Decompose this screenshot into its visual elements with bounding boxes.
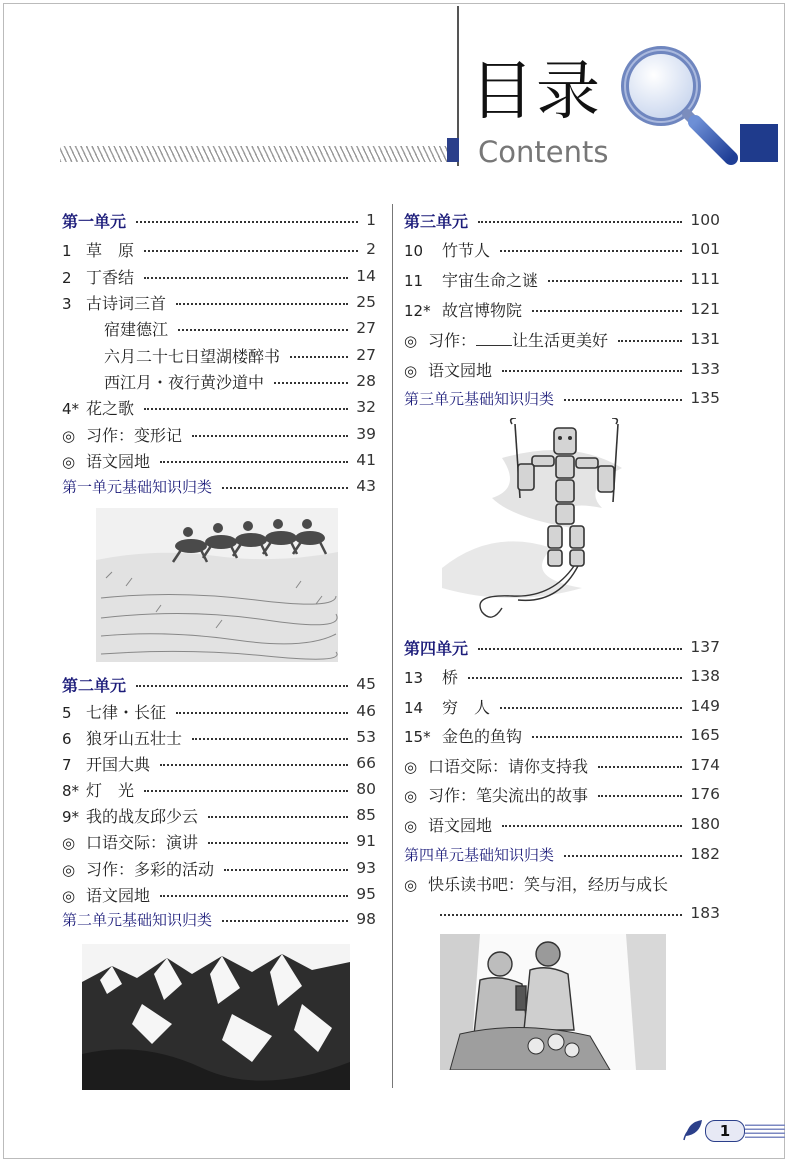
bamboo-man-illustration xyxy=(432,418,648,626)
entry-number: 6 xyxy=(62,729,72,748)
toc-page: 1 xyxy=(366,211,376,229)
toc-page: 182 xyxy=(690,845,720,863)
toc-label: 口语交际：请你支持我 xyxy=(428,756,589,776)
snow-mountains-illustration xyxy=(82,944,350,1090)
toc-page: 39 xyxy=(356,425,376,443)
entry-number: 10 xyxy=(404,241,424,260)
toc-label: 金色的鱼钩 xyxy=(442,726,523,746)
toc-page: 183 xyxy=(690,904,720,922)
toc-label: 宿建德江 xyxy=(104,319,169,339)
toc-label: 习作：多彩的活动 xyxy=(86,859,215,879)
toc-entry-writing-2[interactable] xyxy=(62,854,376,882)
toc-entry-9[interactable] xyxy=(62,801,376,829)
toc-page: 138 xyxy=(690,667,720,685)
toc-page: 85 xyxy=(356,806,376,824)
toc-unit-3[interactable] xyxy=(404,206,720,234)
entry-number: 9* xyxy=(62,807,80,826)
toc-summary-1[interactable] xyxy=(62,472,376,500)
leaf-icon xyxy=(682,1116,706,1142)
toc-label: 花之歌 xyxy=(86,398,135,418)
entry-number: ◎ xyxy=(62,452,76,471)
toc-entry-reading-page[interactable] xyxy=(440,899,720,927)
entry-number: 14 xyxy=(404,698,424,717)
entry-number: 5 xyxy=(62,703,72,722)
toc-entry-15[interactable] xyxy=(404,721,720,749)
toc-page: 95 xyxy=(356,885,376,903)
toc-page: 176 xyxy=(690,785,720,803)
entry-number: ◎ xyxy=(62,833,76,852)
toc-page: 66 xyxy=(356,754,376,772)
entry-number: ◎ xyxy=(404,757,418,776)
entry-number: 2 xyxy=(62,268,72,287)
header-blue-block-small xyxy=(447,138,459,162)
entry-number: ◎ xyxy=(404,816,418,835)
toc-page: 2 xyxy=(366,240,376,258)
toc-label: 七律・长征 xyxy=(86,702,167,722)
toc-page: 28 xyxy=(356,372,376,390)
toc-page: 41 xyxy=(356,451,376,469)
toc-page: 27 xyxy=(356,346,376,364)
toc-poem-1[interactable] xyxy=(62,314,376,342)
toc-page: 121 xyxy=(690,300,720,318)
toc-label: 竹节人 xyxy=(442,240,491,260)
toc-page: 91 xyxy=(356,832,376,850)
entry-number: ◎ xyxy=(404,361,418,380)
toc-label: 第二单元 xyxy=(62,675,127,695)
entry-number: ◎ xyxy=(404,331,418,350)
toc-label: 穷 人 xyxy=(442,697,491,717)
toc-label: 第四单元 xyxy=(404,638,469,658)
entry-number: 1 xyxy=(62,241,72,260)
toc-label: 桥 xyxy=(442,667,459,687)
toc-poem-3[interactable] xyxy=(62,367,376,395)
toc-entry-garden-2[interactable] xyxy=(62,880,376,908)
toc-entry-10[interactable] xyxy=(404,235,720,263)
toc-page: 46 xyxy=(356,702,376,720)
toc-page: 137 xyxy=(690,638,720,656)
page-subtitle: Contents xyxy=(478,135,609,169)
toc-unit-2[interactable] xyxy=(62,670,376,698)
entry-number: 4* xyxy=(62,399,80,418)
toc-entry-writing-4[interactable] xyxy=(404,780,720,808)
toc-entry-oral-1[interactable] xyxy=(62,827,376,855)
entry-number: 3 xyxy=(62,294,72,313)
toc-label: 习作：笔尖流出的故事 xyxy=(428,785,589,805)
toc-label: 语文园地 xyxy=(428,360,493,380)
toc-entry-11[interactable] xyxy=(404,265,720,293)
toc-page: 32 xyxy=(356,398,376,416)
toc-page: 14 xyxy=(356,267,376,285)
entry-number: 15* xyxy=(404,727,431,746)
toc-label: 第三单元基础知识归类 xyxy=(404,389,555,408)
toc-label: 语文园地 xyxy=(86,885,151,905)
toc-page: 133 xyxy=(690,360,720,378)
toc-entry-12[interactable] xyxy=(404,295,720,323)
toc-label: 第一单元基础知识归类 xyxy=(62,477,213,496)
toc-entry-14[interactable] xyxy=(404,692,720,720)
fill-in-blank[interactable] xyxy=(476,331,512,346)
toc-label: 古诗词三首 xyxy=(86,293,167,313)
toc-entry-writing-1[interactable] xyxy=(62,420,376,448)
toc-page: 80 xyxy=(356,780,376,798)
toc-page: 135 xyxy=(690,389,720,407)
toc-entry-3[interactable] xyxy=(62,288,376,316)
toc-page: 100 xyxy=(690,211,720,229)
toc-unit-4[interactable] xyxy=(404,633,720,661)
entry-number: ◎ xyxy=(62,886,76,905)
toc-page: 45 xyxy=(356,675,376,693)
toc-label: 第三单元 xyxy=(404,211,469,231)
toc-label: 狼牙山五壮士 xyxy=(86,728,183,748)
toc-entry-oral-2[interactable] xyxy=(404,751,720,779)
header-hatch-bar xyxy=(60,146,450,162)
toc-entry-4[interactable] xyxy=(62,393,376,421)
column-divider xyxy=(392,204,393,1088)
toc-label: 快乐读书吧：笑与泪，经历与成长 xyxy=(428,874,669,894)
toc-entry-7[interactable] xyxy=(62,749,376,777)
entry-number: ◎ xyxy=(62,860,76,879)
toc-entry-garden-1[interactable] xyxy=(62,446,376,474)
toc-page: 149 xyxy=(690,697,720,715)
toc-entry-6[interactable] xyxy=(62,723,376,751)
toc-page: 25 xyxy=(356,293,376,311)
toc-summary-4[interactable] xyxy=(404,840,720,868)
toc-page: 43 xyxy=(356,477,376,495)
toc-label-after-blank: 让生活更美好 xyxy=(512,330,609,350)
toc-page: 180 xyxy=(690,815,720,833)
toc-label: 口语交际：演讲 xyxy=(86,832,199,852)
entry-number: 12* xyxy=(404,301,431,320)
toc-poem-2[interactable] xyxy=(62,341,376,369)
toc-label: 开国大典 xyxy=(86,754,151,774)
entry-number: ◎ xyxy=(404,875,418,894)
entry-number: 8* xyxy=(62,781,80,800)
toc-label: 丁香结 xyxy=(86,267,135,287)
toc-page: 98 xyxy=(356,910,376,928)
page-number-badge: 1 xyxy=(705,1120,745,1142)
entry-number: 7 xyxy=(62,755,72,774)
entry-number: ◎ xyxy=(62,426,76,445)
toc-page: 53 xyxy=(356,728,376,746)
toc-label: 灯 光 xyxy=(86,780,135,800)
toc-page: 27 xyxy=(356,319,376,337)
toc-entry-13[interactable] xyxy=(404,662,720,690)
toc-entry-5[interactable] xyxy=(62,697,376,725)
toc-label: 习作： xyxy=(428,330,477,350)
toc-entry-2[interactable] xyxy=(62,262,376,290)
toc-label: 宇宙生命之谜 xyxy=(442,270,539,290)
toc-entry-garden-3[interactable] xyxy=(404,355,720,383)
toc-page: 111 xyxy=(690,270,720,288)
toc-entry-8[interactable] xyxy=(62,775,376,803)
toc-page: 165 xyxy=(690,726,720,744)
magnifier-icon xyxy=(617,44,747,174)
toc-page: 101 xyxy=(690,240,720,258)
toc-page: 174 xyxy=(690,756,720,774)
toc-label: 草 原 xyxy=(86,240,135,260)
toc-label: 第一单元 xyxy=(62,211,127,231)
toc-summary-3[interactable] xyxy=(404,384,720,412)
entry-number: 13 xyxy=(404,668,424,687)
toc-label: 六月二十七日望湖楼醉书 xyxy=(104,346,281,366)
toc-entry-writing-3[interactable] xyxy=(404,325,720,353)
entry-number: 11 xyxy=(404,271,424,290)
toc-summary-2[interactable] xyxy=(62,905,376,933)
horse-riders-illustration xyxy=(96,508,338,662)
toc-page: 93 xyxy=(356,859,376,877)
footer-stripes xyxy=(745,1122,785,1138)
toc-entry-garden-4[interactable] xyxy=(404,810,720,838)
toc-page: 131 xyxy=(690,330,720,348)
toc-label: 第四单元基础知识归类 xyxy=(404,845,555,864)
toc-label: 第二单元基础知识归类 xyxy=(62,910,213,929)
page-title: 目录 xyxy=(470,55,602,129)
toc-entry-1[interactable] xyxy=(62,235,376,263)
toc-label: 故宫博物院 xyxy=(442,300,523,320)
toc-label: 习作：变形记 xyxy=(86,425,183,445)
toc-label: 语文园地 xyxy=(86,451,151,471)
toc-unit-1[interactable] xyxy=(62,206,376,234)
entry-number: ◎ xyxy=(404,786,418,805)
toc-label: 我的战友邱少云 xyxy=(86,806,199,826)
toc-label: 西江月・夜行黄沙道中 xyxy=(104,372,265,392)
toc-label: 语文园地 xyxy=(428,815,493,835)
toc-entry-reading[interactable] xyxy=(404,869,720,897)
family-illustration xyxy=(440,934,666,1070)
